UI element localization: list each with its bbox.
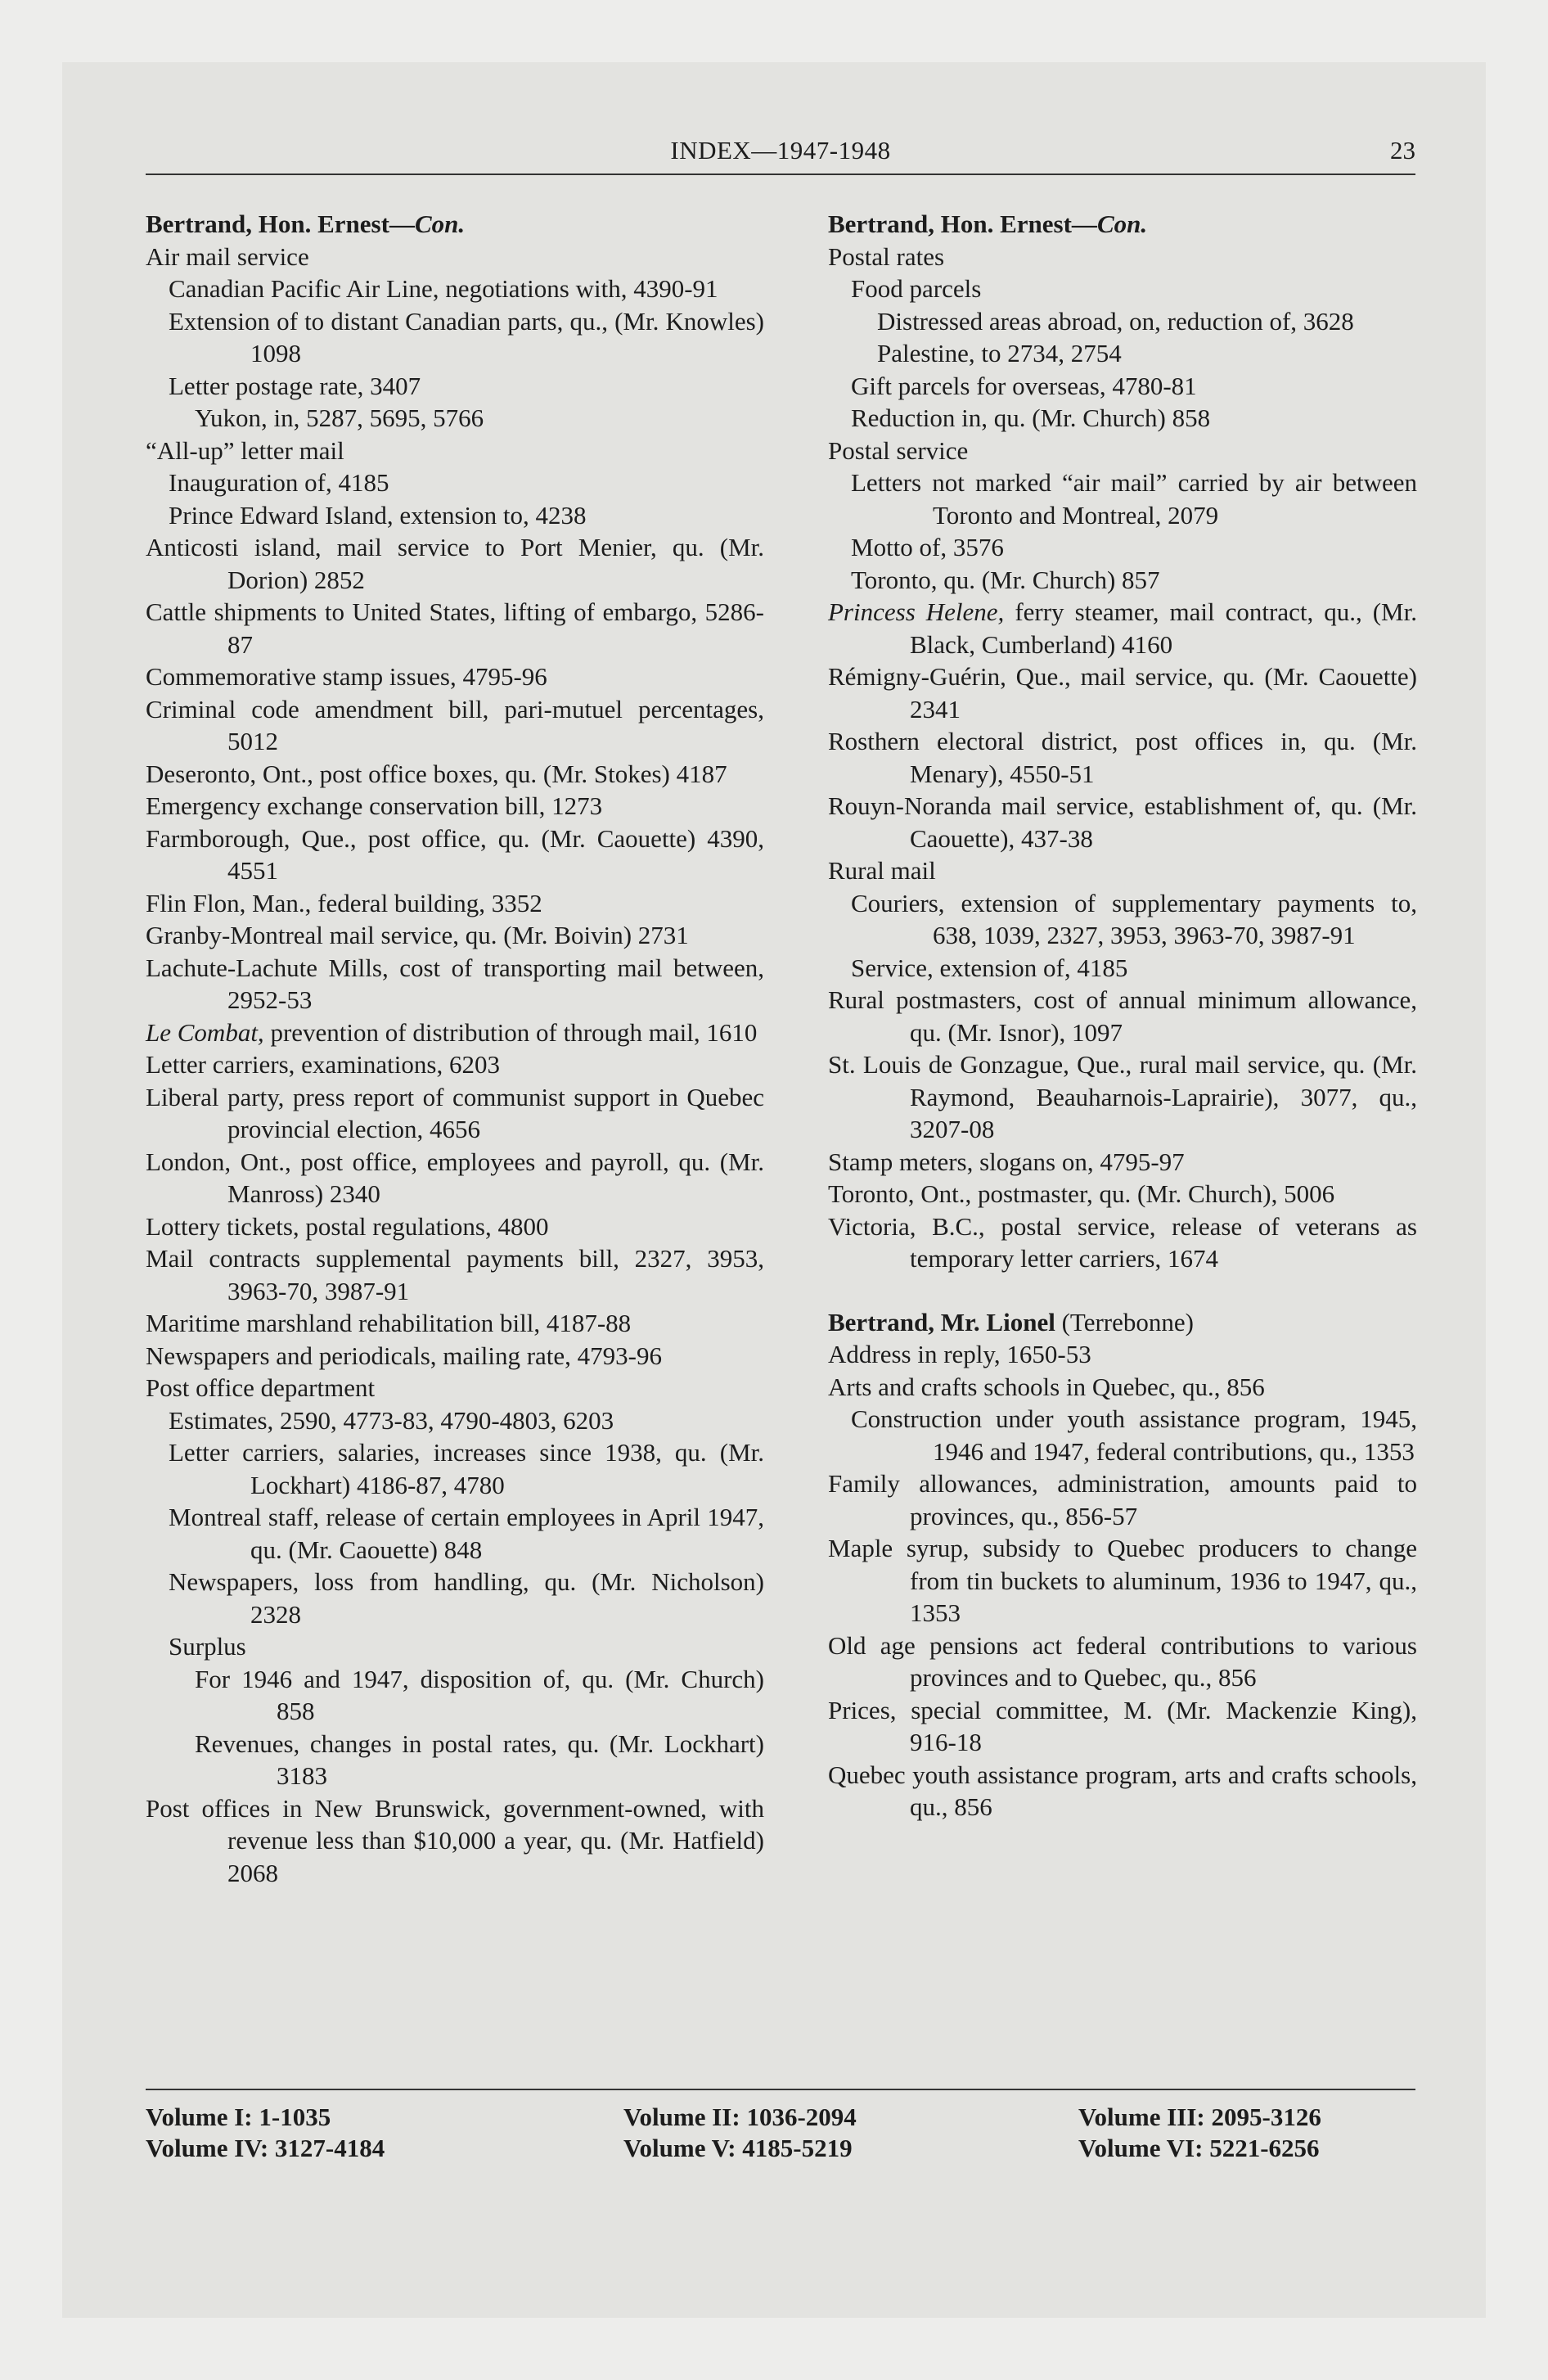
index-entry (828, 1338, 1417, 1371)
index-entry (146, 1081, 764, 1146)
index-entry (828, 241, 1417, 273)
index-entry-list (146, 241, 764, 1890)
entry-text: “All-up” letter mail (146, 435, 344, 465)
index-entry (828, 1178, 1417, 1210)
index-entry (828, 1694, 1417, 1759)
entry-text: Quebec youth assistance program, arts and crafts schools, qu., 856 (828, 1760, 1417, 1821)
entry-text: Emergency exchange conservation bill, 1273 (146, 791, 603, 820)
entry-text: Letters not marked “air mail” carried by air between Toronto and Montreal, 2079 (851, 468, 1417, 530)
index-entry (146, 758, 764, 791)
left-column (146, 208, 764, 1889)
index-entry (828, 531, 1417, 564)
index-entry (828, 660, 1417, 725)
entry-text: Extension of to distant Canadian parts, qu., (Mr. Knowles) 1098 (169, 306, 764, 367)
index-entry (828, 402, 1417, 435)
running-title: INDEX—1947-1948 (670, 136, 891, 165)
entry-text: For 1946 and 1947, disposition of, qu. (Mr. Church) 858 (195, 1664, 764, 1725)
index-entry (146, 887, 764, 920)
index-entry (146, 241, 764, 273)
footer-rule (146, 2089, 1415, 2090)
entry-text: Toronto, qu. (Mr. Church) 857 (851, 565, 1160, 594)
index-entry (146, 1372, 764, 1404)
entry-text: Stamp meters, slogans on, 4795-97 (828, 1147, 1185, 1176)
index-entry (146, 1016, 764, 1049)
index-entry (146, 531, 764, 596)
index-entry (828, 596, 1417, 660)
entry-text: Commemorative stamp issues, 4795-96 (146, 662, 547, 691)
index-entry (828, 273, 1417, 305)
index-entry (146, 1792, 764, 1890)
entry-text: Farmborough, Que., post office, qu. (Mr. Caouette) 4390, 4551 (146, 823, 764, 885)
volume-range: Volume IV: 3127-4184 (146, 2134, 385, 2162)
entry-text: Mail contracts supplemental payments bill, 2327, 3953, 3963-70, 3987-91 (146, 1244, 764, 1305)
index-entry (828, 1759, 1417, 1823)
volume-range: Volume V: 4185-5219 (623, 2134, 853, 2162)
index-entry (146, 1146, 764, 1210)
entry-text: Yukon, in, 5287, 5695, 5766 (195, 403, 484, 432)
entry-text: Prince Edward Island, extension to, 4238 (169, 500, 587, 530)
entry-italic-title: Le Combat, (146, 1017, 264, 1047)
entry-text: Revenues, changes in postal rates, qu. (Mr. Lockhart) 3183 (195, 1729, 764, 1790)
entry-text: St. Louis de Gonzague, Que., rural mail service, qu. (Mr. Raymond, Beauharnois-Laprairie), 3077, qu., 3207-08 (828, 1050, 1417, 1143)
entry-text: Family allowances, administration, amounts paid to provinces, qu., 856-57 (828, 1469, 1417, 1530)
index-entry (146, 1404, 764, 1437)
index-entry (828, 952, 1417, 985)
header-rule (146, 174, 1415, 175)
index-entry (828, 1532, 1417, 1629)
entry-text: Food parcels (851, 274, 982, 303)
entry-text: Old age pensions act federal contributions to various provinces and to Quebec, qu., 856 (828, 1630, 1417, 1692)
index-entry (828, 467, 1417, 531)
entry-text: Lachute-Lachute Mills, cost of transporting mail between, 2952-53 (146, 953, 764, 1014)
volume-range: Volume VI: 5221-6256 (1078, 2134, 1320, 2162)
index-entry (828, 725, 1417, 790)
entry-heading: Bertrand, Hon. Ernest—Con. (828, 210, 1148, 238)
index-entry (146, 499, 764, 532)
index-entry (146, 1630, 764, 1663)
index-entry (146, 1242, 764, 1307)
entry-text: Rosthern electoral district, post offices in, qu. (Mr. Menary), 4550-51 (828, 727, 1417, 788)
page-number: 23 (1390, 136, 1415, 165)
index-entry (146, 1340, 764, 1373)
index-entry (146, 693, 764, 758)
entry-text: Postal rates (828, 241, 945, 271)
entry-heading: Bertrand, Hon. Ernest—Con. (146, 210, 466, 238)
index-entry (146, 1436, 764, 1501)
index-entry (828, 854, 1417, 887)
entry-text: Rémigny-Guérin, Que., mail service, qu. (Mr. Caouette) 2341 (828, 662, 1417, 723)
index-entry (146, 1210, 764, 1243)
entry-text: London, Ont., post office, employees and payroll, qu. (Mr. Manross) 2340 (146, 1147, 764, 1208)
right-column (828, 208, 1417, 1823)
volume-range: Volume III: 2095-3126 (1078, 2103, 1321, 2131)
entry-text: Construction under youth assistance program, 1945, 1946 and 1947, federal contributions, qu., 1353 (851, 1404, 1417, 1466)
entry-text: Air mail service (146, 241, 309, 271)
entry-text: Cattle shipments to United States, lifting of embargo, 5286-87 (146, 597, 764, 659)
entry-text: Inauguration of, 4185 (169, 468, 389, 497)
entry-text: Service, extension of, 4185 (851, 953, 1128, 982)
entry-text: Distressed areas abroad, on, reduction of, 3628 (877, 306, 1354, 336)
entry-text: Postal service (828, 435, 969, 465)
index-entry (828, 1629, 1417, 1694)
index-entry (146, 1501, 764, 1566)
volume-ranges-footer (146, 2102, 1415, 2167)
entry-text: Arts and crafts schools in Quebec, qu., 856 (828, 1372, 1265, 1401)
entry-text: Granby-Montreal mail service, qu. (Mr. Boivin) 2731 (146, 921, 689, 949)
index-entry (146, 1566, 764, 1630)
entry-text: Letter postage rate, 3407 (169, 371, 421, 400)
entry-text: Reduction in, qu. (Mr. Church) 858 (851, 403, 1211, 432)
index-entry (828, 984, 1417, 1048)
index-entry (146, 660, 764, 693)
entry-text: Rural postmasters, cost of annual minimum allowance, qu. (Mr. Isnor), 1097 (828, 985, 1417, 1047)
entry-text: Canadian Pacific Air Line, negotiations with, 4390-91 (169, 274, 718, 303)
entry-text: Estimates, 2590, 4773-83, 4790-4803, 6203 (169, 1405, 614, 1435)
index-entry (828, 1403, 1417, 1467)
entry-text: Criminal code amendment bill, pari-mutuel percentages, 5012 (146, 694, 764, 755)
index-entry-list (828, 1338, 1417, 1823)
index-entry-list (828, 241, 1417, 1275)
entry-text: Couriers, extension of supplementary payments to, 638, 1039, 2327, 3953, 3963-70, 3987-91 (851, 888, 1417, 949)
index-entry (828, 1048, 1417, 1146)
index-entry (828, 564, 1417, 597)
index-entry (146, 402, 764, 435)
entry-text: Victoria, B.C., postal service, release of veterans as temporary letter carriers, 1674 (828, 1211, 1417, 1273)
index-entry (828, 337, 1417, 370)
entry-text: Lottery tickets, postal regulations, 4800 (146, 1211, 549, 1241)
index-entry (828, 887, 1417, 952)
index-entry (146, 1307, 764, 1340)
index-entry (828, 1210, 1417, 1275)
index-entry (828, 370, 1417, 403)
entry-text: Montreal staff, release of certain employees in April 1947, qu. (Mr. Caouette) 848 (169, 1503, 764, 1564)
page-header (146, 129, 1415, 174)
index-entry (146, 823, 764, 887)
index-entry (146, 435, 764, 467)
index-entry (146, 273, 764, 305)
index-entry (146, 1663, 764, 1728)
entry-heading: Bertrand, Mr. Lionel (Terrebonne) (828, 1307, 1194, 1336)
volume-range: Volume I: 1-1035 (146, 2103, 331, 2131)
index-entry (828, 305, 1417, 338)
index-entry (828, 1371, 1417, 1404)
entry-text: Post offices in New Brunswick, government-owned, with revenue less than $10,000 a year, qu. (Mr. Hatfield) 2068 (146, 1793, 764, 1887)
index-entry (828, 1467, 1417, 1532)
entry-text: Anticosti island, mail service to Port Menier, qu. (Mr. Dorion) 2852 (146, 533, 764, 594)
index-entry (146, 370, 764, 403)
entry-text: Deseronto, Ont., post office boxes, qu. (Mr. Stokes) 4187 (146, 759, 727, 788)
entry-text: Flin Flon, Man., federal building, 3352 (146, 888, 542, 917)
entry-text: Rural mail (828, 856, 936, 885)
index-entry (828, 790, 1417, 854)
index-entry (146, 919, 764, 952)
entry-text: Surplus (169, 1632, 246, 1661)
entry-italic-title: Princess Helene, (828, 597, 1005, 626)
entry-text: Post office department (146, 1373, 376, 1402)
index-entry (146, 596, 764, 660)
entry-text: Newspapers and periodicals, mailing rate, 4793-96 (146, 1341, 663, 1370)
entry-text: Letter carriers, salaries, increases since 1938, qu. (Mr. Lockhart) 4186-87, 4780 (169, 1438, 764, 1499)
entry-text: Toronto, Ont., postmaster, qu. (Mr. Church), 5006 (828, 1179, 1335, 1208)
entry-text: Maple syrup, subsidy to Quebec producers to change from tin buckets to aluminum, 1936 to 1947, qu., 1353 (828, 1534, 1417, 1627)
index-entry (146, 952, 764, 1016)
entry-text: prevention of distribution of through mail, 1610 (263, 1017, 758, 1047)
entry-text: Rouyn-Noranda mail service, establishment of, qu. (Mr. Caouette), 437-38 (828, 791, 1417, 853)
entry-text: Motto of, 3576 (851, 533, 1004, 561)
entry-text: Gift parcels for overseas, 4780-81 (851, 371, 1197, 400)
entry-text: Newspapers, loss from handling, qu. (Mr. Nicholson) 2328 (169, 1567, 764, 1629)
index-entry (828, 435, 1417, 467)
entry-text: Prices, special committee, M. (Mr. Mackenzie King), 916-18 (828, 1695, 1417, 1756)
index-entry (146, 790, 764, 823)
entry-text: Liberal party, press report of communist support in Quebec provincial election, 4656 (146, 1082, 764, 1143)
index-entry (146, 305, 764, 370)
section-gap (828, 1275, 1417, 1306)
index-entry (828, 1146, 1417, 1179)
entry-text: ferry steamer, mail contract, qu., (Mr. Black, Cumberland) 4160 (910, 597, 1417, 659)
entry-text: Maritime marshland rehabilitation bill, 4187-88 (146, 1309, 632, 1337)
entry-text: Palestine, to 2734, 2754 (877, 339, 1122, 367)
index-entry (146, 467, 764, 499)
entry-text: Letter carriers, examinations, 6203 (146, 1050, 500, 1079)
volume-range: Volume II: 1036-2094 (623, 2103, 857, 2131)
index-entry (146, 1048, 764, 1081)
index-entry (146, 1728, 764, 1792)
entry-text: Address in reply, 1650-53 (828, 1340, 1091, 1368)
